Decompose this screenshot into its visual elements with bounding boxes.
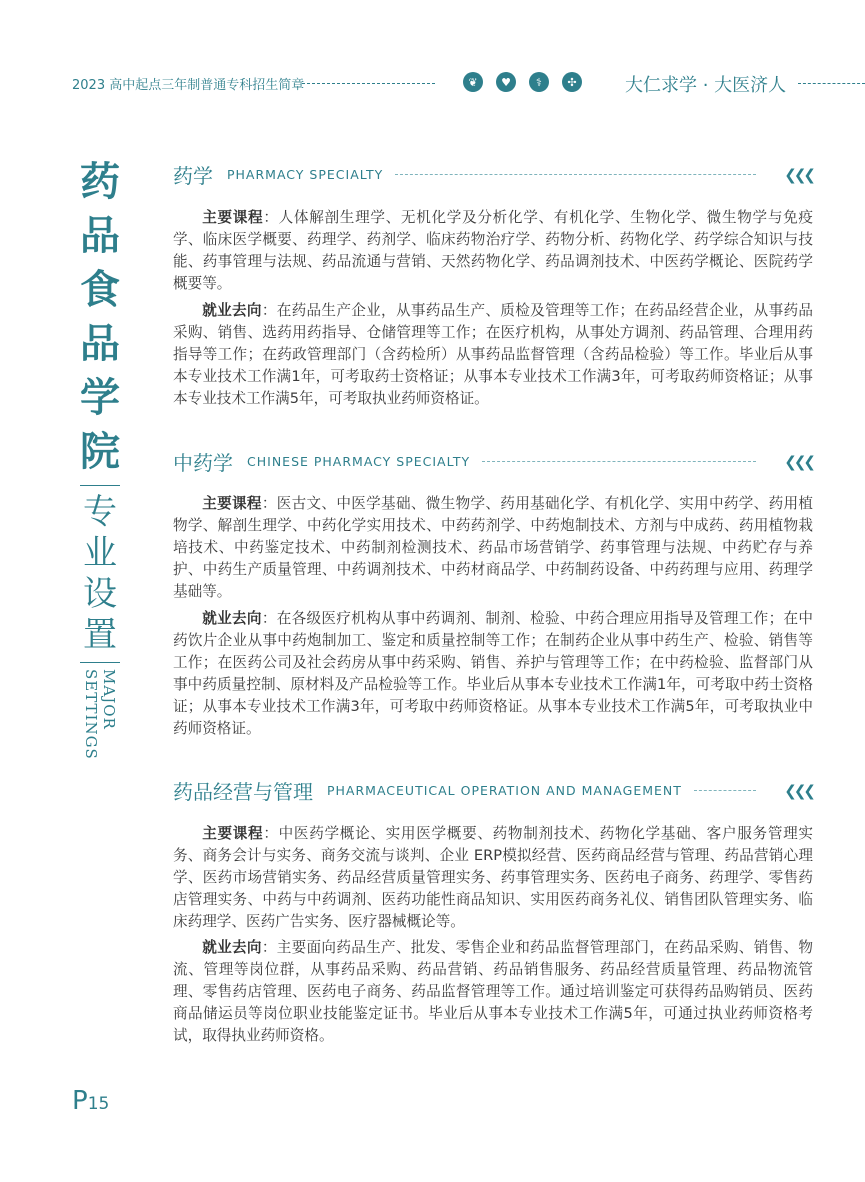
dashed-line — [694, 790, 756, 791]
stethoscope-icon: ⚕ — [529, 72, 549, 92]
heading-en: PHARMACY SPECIALTY — [227, 167, 384, 182]
course-label: 主要课程 — [202, 209, 264, 226]
course-label: 主要课程 — [202, 825, 264, 842]
header-divider — [302, 83, 435, 84]
section-char: 专 — [83, 492, 117, 532]
section-name — [70, 492, 130, 656]
page-number — [72, 1086, 109, 1116]
dashed-line — [395, 174, 756, 175]
section-char: 置 — [83, 615, 117, 655]
medicine-leaf-icon: ❦ — [463, 72, 483, 92]
college-char: 食 — [80, 266, 120, 313]
job-text: ：主要面向药品生产、批发、零售企业和药品监督管理部门，在药品采购、销售、物流、管理等岗位群，从事药品采购、药品营销、药品销售服务、药品经营质量管理、药品物流管理、零售药店管理、医药电子商务、药品监督管理等工作。通过培训鉴定可获得药品购销员、医药商品储运员等岗位职业技能鉴定证书。毕业后从事本专业技术工作满5年，可通过执业药师资格考试，取得执业药师资格。 — [173, 939, 813, 1044]
heart-icon: ♥ — [496, 72, 516, 92]
heading-cn: 中药学 — [173, 451, 233, 475]
english-word: MAJOR — [100, 669, 118, 730]
chevrons-icon: ❮❮❮ — [784, 165, 813, 184]
job-text: ：在各级医疗机构从事中药调剂、制剂、检验、中药合理应用指导及管理工作；在中药饮片企业从事中药炮制加工、鉴定和质量控制等工作；在制药企业从事中药生产、检验、销售等工作；在医药公司及社会药房从事中药采购、销售、养护与管理等工作；在中药检验、监督部门从事中药质量控制、原材料及产品检验等工作。毕业后从事本专业技术工作满1年，可考取中药士资格证；从事本专业技术工作满3年，可考取中药师资格证。从事本专业技术工作满5年，可考取执业中药师资格证。 — [173, 610, 813, 737]
chevrons-icon: ❮❮❮ — [784, 452, 813, 471]
motto: 大仁求学 · 大医济人 — [625, 75, 787, 96]
section-heading-chinese-pharmacy — [173, 447, 813, 476]
course-paragraph — [173, 207, 813, 295]
section-char: 设 — [83, 574, 117, 614]
section-heading-pharma-management — [173, 776, 813, 805]
header-icons — [463, 72, 582, 92]
sidebar-title — [70, 155, 130, 779]
job-paragraph — [173, 608, 813, 740]
heading-en: PHARMACEUTICAL OPERATION AND MANAGEMENT — [327, 783, 682, 798]
job-paragraph — [173, 937, 813, 1047]
divider — [80, 485, 120, 486]
college-char: 药 — [80, 158, 120, 205]
college-char: 品 — [80, 212, 120, 259]
section-char: 业 — [83, 533, 117, 573]
college-char: 品 — [80, 320, 120, 367]
course-label: 主要课程 — [202, 495, 262, 512]
heading-cn: 药学 — [173, 164, 213, 188]
heading-cn: 药品经营与管理 — [173, 780, 313, 804]
divider — [80, 662, 120, 663]
course-text: ：医古文、中医学基础、微生物学、药用基础化学、有机化学、实用中药学、药用植物学、解剖生理学、中药化学实用技术、中药药剂学、中药炮制技术、方剂与中成药、药用植物栽培技术、中药鉴定技术、中药制剂检测技术、药品市场营销学、药事管理与法规、中药贮存与养护、中药生产质量管理、中药调剂技术、中药材商品学、中药制药设备、中药药理与应用、药理学基础等。 — [173, 495, 813, 600]
course-text: ：人体解剖生理学、无机化学及分析化学、有机化学、生物化学、微生物学与免疫学、临床医学概要、药理学、药剂学、临床药物治疗学、药物分析、药物化学、药学综合知识与技能、药事管理与法规、药品流通与营销、天然药物化学、药品调剂技术、中医药学概论、医院药学概要等。 — [173, 209, 813, 292]
job-label: 就业去向 — [202, 939, 262, 956]
course-text: ：中医药学概论、实用医学概要、药物制剂技术、药物化学基础、客户服务管理实务、商务会计与实务、商务交流与谈判、企业 ERP模拟经营、医药商品经营与管理、药品营销心理学、医药市场营销实务、药品经营质量管理实务、药事管理实务、医药电子商务、药理学、零售药店管理实务、中药与中药调剂、医药功能性商品知识、实用医药商务礼仪、销售团队管理实务、临床药理学、医药广告实务、医疗器械概论等。 — [173, 825, 813, 930]
page-num: 15 — [87, 1094, 110, 1114]
college-char: 院 — [80, 428, 120, 475]
molecule-icon: ✣ — [562, 72, 582, 92]
english-word: SETTINGS — [82, 669, 100, 760]
job-label: 就业去向 — [202, 610, 262, 627]
college-char: 学 — [80, 374, 120, 421]
page-prefix: P — [72, 1086, 88, 1116]
job-paragraph — [173, 300, 813, 410]
heading-en: CHINESE PHARMACY SPECIALTY — [247, 454, 471, 469]
job-text: ：在药品生产企业，从事药品生产、质检及管理等工作；在药品经营企业，从事药品采购、销售、选药用药指导、仓储管理等工作；在医疗机构，从事处方调剂、药品管理、合理用药指导等工作；在药政管理部门（含药检所）从事药品监督管理（含药品检验）等工作。毕业后从事本专业技术工作满1年，可考取药士资格证；从事本专业技术工作满3年，可考取药师资格证；从事本专业技术工作满5年，可考取执业药师资格证。 — [173, 302, 813, 407]
header-divider-right — [798, 83, 865, 84]
job-label: 就业去向 — [202, 302, 262, 319]
section-name-english — [82, 669, 118, 779]
chevrons-icon: ❮❮❮ — [784, 781, 813, 800]
dashed-line — [482, 461, 756, 462]
course-paragraph — [173, 493, 813, 603]
header-title: 2023 高中起点三年制普通专科招生简章 — [72, 78, 305, 93]
section-heading-pharmacy — [173, 160, 813, 189]
college-name — [70, 155, 130, 479]
course-paragraph — [173, 823, 813, 933]
